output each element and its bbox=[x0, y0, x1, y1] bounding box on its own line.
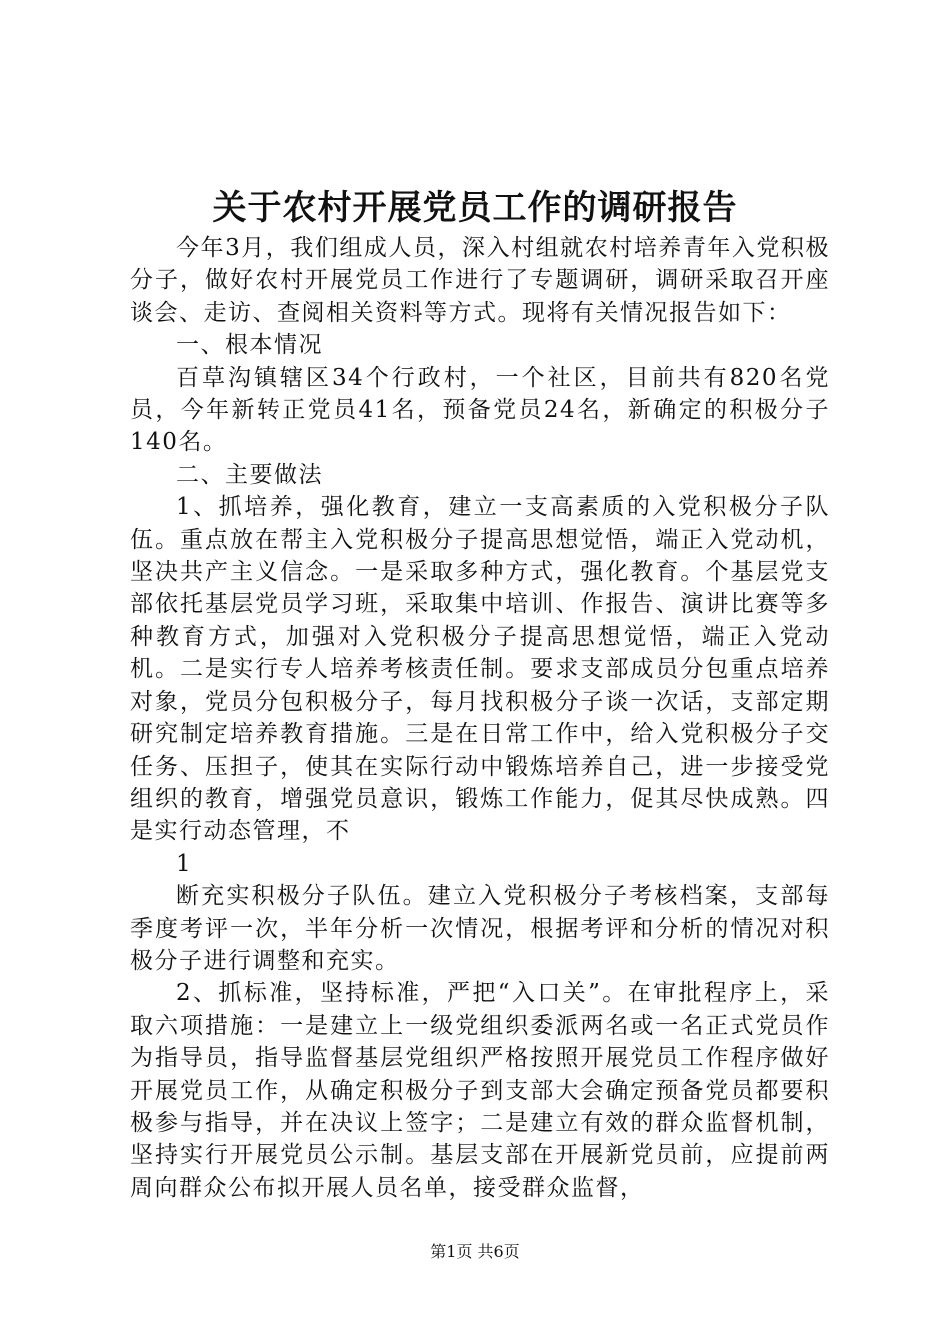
practice-1-continued-paragraph: 断充实积极分子队伍。建立入党积极分子考核档案，支部每季度考评一次，半年分析一次情况，根据考评和分析的情况对积极分子进行调整和充实。 bbox=[130, 883, 830, 974]
intro-paragraph: 今年3月，我们组成人员，深入村组就农村培养青年入党积极分子，做好农村开展党员工作进行了专题调研，调研采取召开座谈会、走访、查阅相关资料等方式。现将有关情况报告如下： bbox=[130, 235, 830, 326]
basic-situation-paragraph: 百草沟镇辖区34个行政村，一个社区，目前共有820名党员，今年新转正党员41名，预备党员24名，新确定的积极分子140名。 bbox=[130, 364, 830, 456]
document-title: 关于农村开展党员工作的调研报告 bbox=[212, 188, 738, 228]
practice-2-paragraph: 2、抓标准，坚持标准，严把“入口关”。在审批程序上，采取六项措施：一是建立上一级党组织委派两名或一名正式党员作为指导员，指导监督基层党组织严格按照开展党员工作程序做好开展党员工作，从确定积极分子到支部大会确定预备党员都要积极参与指导，并在决议上签字；二是建立有效的群众监督机制，坚持实行开展党员公示制。基层支部在开展新党员前，应提前两周向群众公布拟开展人员名单，接受群众监督， bbox=[130, 980, 830, 1201]
section-heading-basic-situation: 一、根本情况 bbox=[176, 332, 323, 359]
section-heading-main-practices: 二、主要做法 bbox=[176, 461, 323, 488]
practice-1-paragraph: 1、抓培养，强化教育，建立一支高素质的入党积极分子队伍。重点放在帮主入党积极分子提高思想觉悟，端正入党动机，坚决共产主义信念。一是采取多种方式，强化教育。个基层党支部依托基层党员学习班，采取集中培训、作报告、演讲比赛等多种教育方式，加强对入党积极分子提高思想觉悟，端正入党动机。二是实行专人培养考核责任制。要求支部成员分包重点培养对象，党员分包积极分子，每月找积极分子谈一次话，支部定期研究制定培养教育措施。三是在日常工作中，给入党积极分子交任务、压担子，使其在实际行动中锻炼培养自己，进一步接受党组织的教育，增强党员意识，锻炼工作能力，促其尽快成熟。四是实行动态管理，不 bbox=[130, 494, 830, 845]
document-body bbox=[130, 232, 830, 1204]
inline-page-marker: 1 bbox=[176, 850, 193, 877]
page-footer: 第1页 共6页 bbox=[430, 1242, 520, 1261]
